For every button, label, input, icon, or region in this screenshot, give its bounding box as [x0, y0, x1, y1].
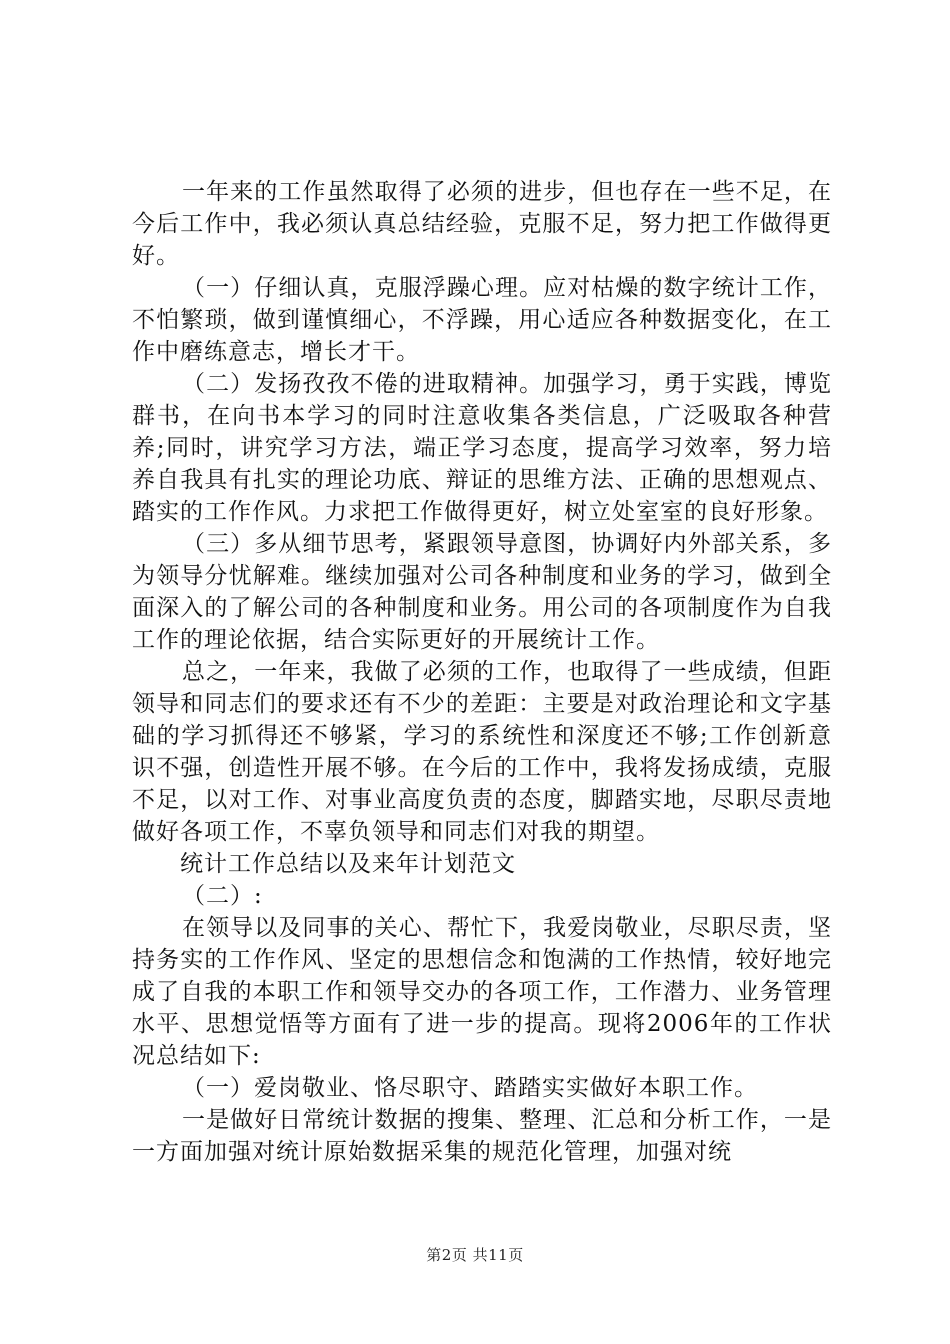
paragraph: 一是做好日常统计数据的搜集、整理、汇总和分析工作，一是一方面加强对统计原始数据采集的规范化管理，加强对统	[132, 1107, 832, 1165]
paragraph: （三）多从细节思考，紧跟领导意图，协调好内外部关系，多为领导分忧解难。继续加强对公司各种制度和业务的学习，做到全面深入的了解公司的各种制度和业务。用公司的各项制度作为自我工作的理论依据，结合实际更好的开展统计工作。	[132, 531, 832, 653]
paragraph: （二）发扬孜孜不倦的进取精神。加强学习，勇于实践，博览群书，在向书本学习的同时注意收集各类信息，广泛吸取各种营养;同时，讲究学习方法，端正学习态度，提高学习效率，努力培养自我具有扎实的理论功底、辩证的思维方法、正确的思想观点、踏实的工作作风。力求把工作做得更好，树立处室室的良好形象。	[132, 371, 832, 525]
paragraph: （一）爱岗敬业、恪尽职守、踏踏实实做好本职工作。	[182, 1075, 758, 1101]
section-subtitle: （二）:	[182, 883, 263, 909]
section-title: 统计工作总结以及来年计划范文	[180, 851, 516, 877]
paragraph: 一年来的工作虽然取得了必须的进步，但也存在一些不足，在今后工作中，我必须认真总结经验，克服不足，努力把工作做得更好。	[132, 179, 832, 269]
paragraph: 总之，一年来，我做了必须的工作，也取得了一些成绩，但距领导和同志们的要求还有不少的差距：主要是对政治理论和文字基础的学习抓得还不够紧，学习的系统性和深度还不够;工作创新意识不强，创造性开展不够。在今后的工作中，我将发扬成绩，克服不足，以对工作、对事业高度负责的态度，脚踏实地，尽职尽责地做好各项工作，不辜负领导和同志们对我的期望。	[132, 659, 832, 845]
document-body	[132, 176, 832, 1168]
paragraph: 在领导以及同事的关心、帮忙下，我爱岗敬业，尽职尽责，坚持务实的工作作风、坚定的思想信念和饱满的工作热情，较好地完成了自我的本职工作和领导交办的各项工作，工作潜力、业务管理水平、思想觉悟等方面有了进一步的提高。现将2006年的工作状况总结如下:	[132, 915, 832, 1069]
page-number-footer: 第2页 共11页	[426, 1246, 524, 1264]
paragraph: （一）仔细认真，克服浮躁心理。应对枯燥的数字统计工作，不怕繁琐，做到谨慎细心，不浮躁，用心适应各种数据变化，在工作中磨练意志，增长才干。	[132, 275, 832, 365]
